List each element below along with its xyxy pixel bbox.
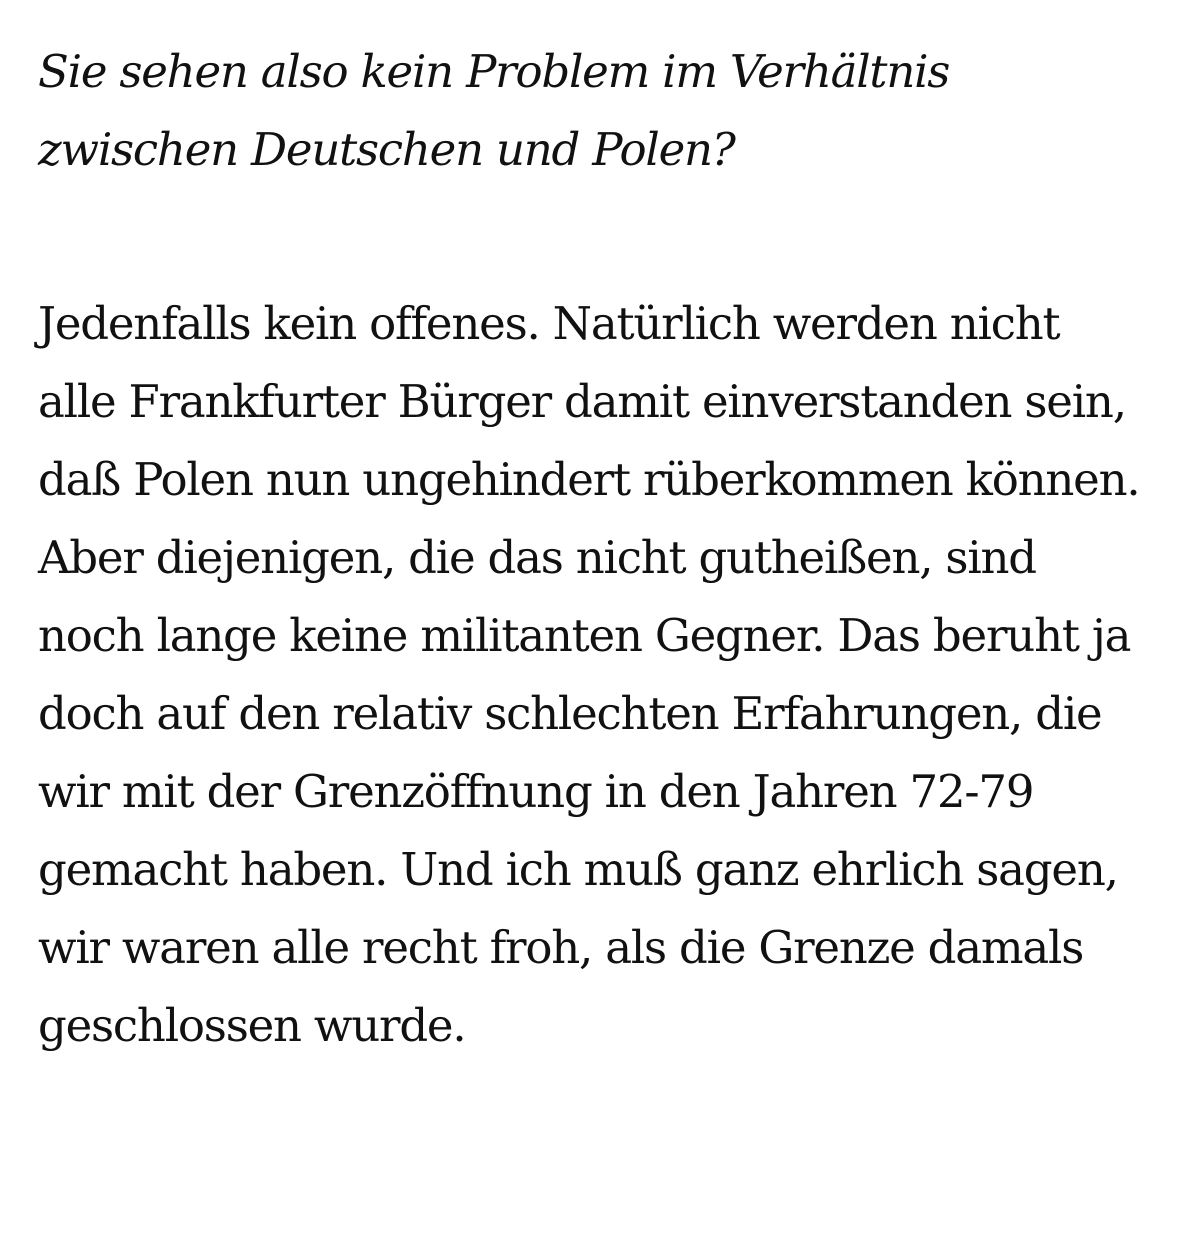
interview-question: Sie sehen also kein Problem im Verhältnis zwischen Deutschen und Polen?	[38, 45, 950, 176]
interview-article	[38, 33, 1148, 1065]
interview-answer: Jedenfalls kein offenes. Natürlich werden nicht alle Frankfurter Bürger damit einverstanden sein, daß Polen nun ungehindert rüberkommen können. Aber diejenigen, die das nicht gutheißen, sind noch lange keine militanten Gegner. Das beruht ja doch auf den relativ schlechten Erfahrungen, die wir mit der Grenzöffnung in den Jahren 72-79 gemacht haben. Und ich muß ganz ehrlich sagen, wir waren alle recht froh, als die Grenze damals geschlossen wurde.	[38, 297, 1140, 1052]
